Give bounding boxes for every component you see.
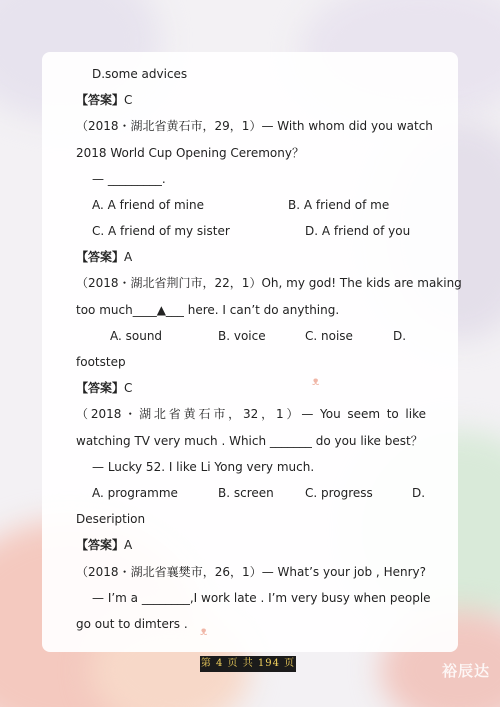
question-line: （2018・湖北省襄樊市，26，1）— What’s your job , Henry? <box>76 565 426 579</box>
option-d-continued: footstep <box>76 355 126 369</box>
butterfly-icon: ᴥ <box>200 624 208 638</box>
option-a: A. programme <box>92 486 178 500</box>
answer-label: 【答案】 <box>76 250 125 264</box>
answer-line <box>76 92 132 108</box>
option-a: A. A friend of mine <box>92 198 204 212</box>
option-b: B. voice <box>218 329 266 343</box>
answer-line <box>76 380 132 396</box>
option-c: C. noise <box>305 329 353 343</box>
answer-label: 【答案】 <box>76 93 125 107</box>
blank-line: — _________. <box>92 172 166 186</box>
question-line: watching TV very much . Which _______ do you like best？ <box>76 434 423 448</box>
answer-label: 【答案】 <box>76 381 125 395</box>
option-d-continued: Deseription <box>76 512 146 526</box>
question-line: （2018・湖北省黄石市，32，1）— You seem to like <box>76 407 426 421</box>
option-d: D. <box>412 486 426 500</box>
answer-line <box>76 537 132 553</box>
option-line: D.some advices <box>92 67 188 81</box>
option-b: B. screen <box>218 486 274 500</box>
response-line: — I’m a ________,I work late . I’m very busy when people <box>92 591 431 605</box>
watermark: 裕辰达 <box>441 662 490 680</box>
page-number: 第 4 页 共 194 页 <box>200 656 296 672</box>
option-d: D. <box>393 329 407 343</box>
response-line: go out to dimters . <box>76 617 188 631</box>
answer-value: A <box>124 538 133 552</box>
option-d: D. A friend of you <box>305 224 411 238</box>
option-b: B. A friend of me <box>288 198 390 212</box>
question-line: （2018・湖北省黄石市，29，1）— With whom did you watch <box>76 119 433 133</box>
answer-value: C <box>124 381 133 395</box>
answer-line <box>76 249 132 265</box>
question-line: 2018 World Cup Opening Ceremony？ <box>76 146 304 160</box>
answer-value: A <box>124 250 133 264</box>
question-line: too much____▲___ here. I can’t do anything. <box>76 303 340 317</box>
response-line: — Lucky 52. I like Li Yong very much. <box>92 460 315 474</box>
answer-value: C <box>124 93 133 107</box>
butterfly-icon: ᴥ <box>312 374 320 388</box>
option-c: C. progress <box>305 486 373 500</box>
option-a: A. sound <box>110 329 163 343</box>
option-c: C. A friend of my sister <box>92 224 230 238</box>
answer-label: 【答案】 <box>76 538 125 552</box>
question-line: （2018・湖北省荆门市，22，1）Oh, my god! The kids are making <box>76 276 462 290</box>
